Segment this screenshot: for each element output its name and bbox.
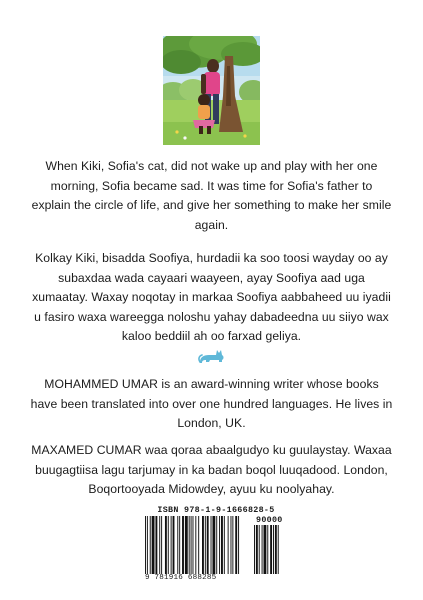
somali-author-bio: MAXAMED CUMAR waa qoraa abaalgudyo ku guulaystay. Waxaa buugagtiisa lagu tarjumay in ka badan boqol luuqadood. London, Boqortooyada Midowdey, ayuu ku noolyahay. xyxy=(31,443,392,496)
barcode-digits: 9 781916 688285 xyxy=(145,574,217,582)
barcode-price-code: 90000 xyxy=(256,515,283,525)
isbn-label: ISBN 978-1-9-1666828-5 xyxy=(157,505,275,515)
barcode-bars xyxy=(145,516,251,574)
isbn-barcode xyxy=(143,505,287,583)
cat-icon xyxy=(198,347,226,365)
english-author-bio: MOHAMMED UMAR is an award-winning writer whose books have been translated into over one hundred languages. He lives in London, UK. xyxy=(30,377,393,430)
somali-description: Kolkay Kiki, bisadda Soofiya, hurdadii ka soo toosi wayday oo ay subaxdaa wada cayaari waayeen, ayay Soofiya aad uga xumaatay. Waxay noqotay in markaa Soofiya aabbaheed uu iyadii u fasiro waxa wareegga noloshu yahay dabadeedna uu siiyo wax kaloo beddiil ah oo farxad geliya. xyxy=(32,251,391,343)
father-and-daughter-illustration xyxy=(163,36,260,145)
english-description: When Kiki, Sofia's cat, did not wake up and play with her one morning, Sofia became sad. It was time for Sofia's father to explain the circle of life, and give her something to make her smile again. xyxy=(31,159,392,232)
barcode-addon-bars xyxy=(254,525,284,574)
